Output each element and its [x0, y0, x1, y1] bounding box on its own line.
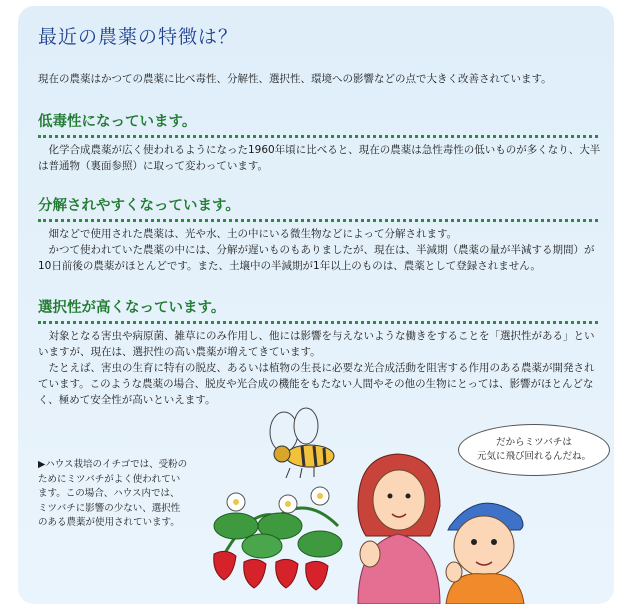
speech-line-2: 元気に飛び回れるんだね。 [476, 451, 591, 462]
info-panel [18, 6, 614, 604]
section-heading-degradable: 分解されやすくなっています。 [38, 194, 598, 222]
paragraph: 畑などで使用された農薬は、光や水、土の中にいる微生物などによって分解されます。 [48, 228, 458, 240]
illustration [18, 6, 614, 604]
speech-line-1: だからミツバチは [496, 437, 572, 448]
paragraph: たとえば、害虫の生育に特有の脱皮、あるいは植物の生長に必要な光合成活動を阻害する作用のある農薬が開発されています。このような農薬の場合、脱皮や光合成の機能をもたない人間やその他の生物にとっては、影響がほとんどなく、極めて安全性が高いといえます。 [38, 362, 595, 406]
paragraph: 対象となる害虫や病原菌、雑草にのみ作用し、他には影響を与えないような働きをすることを「選択性がある」といいますが、現在は、選択性の高い農薬が増えてきています。 [38, 330, 595, 358]
woman-illustration [358, 454, 440, 604]
section-heading-low-toxicity: 低毒性になっています。 [38, 110, 598, 138]
bee-illustration [270, 408, 334, 478]
speech-bubble [458, 424, 610, 476]
paragraph: かつて使われていた農薬の中には、分解が遅いものもありましたが、現在は、半減期（農薬の量が半減する期間）が10日前後の農薬がほとんどです。また、土壌中の半減期が1年以上のものは、農薬として登録されません。 [38, 244, 595, 272]
paragraph: 化学合成農薬が広く使われるようになった1960年頃に比べると、現在の農薬は急性毒性の低いものが多くなり、大半は普通物（裏面参照）に取って変わっています。 [38, 144, 601, 172]
page-title: 最近の農薬の特徴は？ [38, 26, 239, 48]
strawberry-plant-illustration [214, 487, 342, 590]
boy-illustration [446, 503, 524, 604]
intro-text: 現在の農薬はかつての農薬に比べ毒性、分解性、選択性、環境への影響などの点で大きく改善されています。 [38, 73, 552, 85]
strawberry-caption: ▶ハウス栽培のイチゴでは、受粉のためにミツバチがよく使われています。この場合、ハウス内では、ミツバチに影響の少ない、選択性のある農薬が使用されています。 [38, 459, 188, 528]
section-heading-selectivity: 選択性が高くなっています。 [38, 296, 598, 324]
